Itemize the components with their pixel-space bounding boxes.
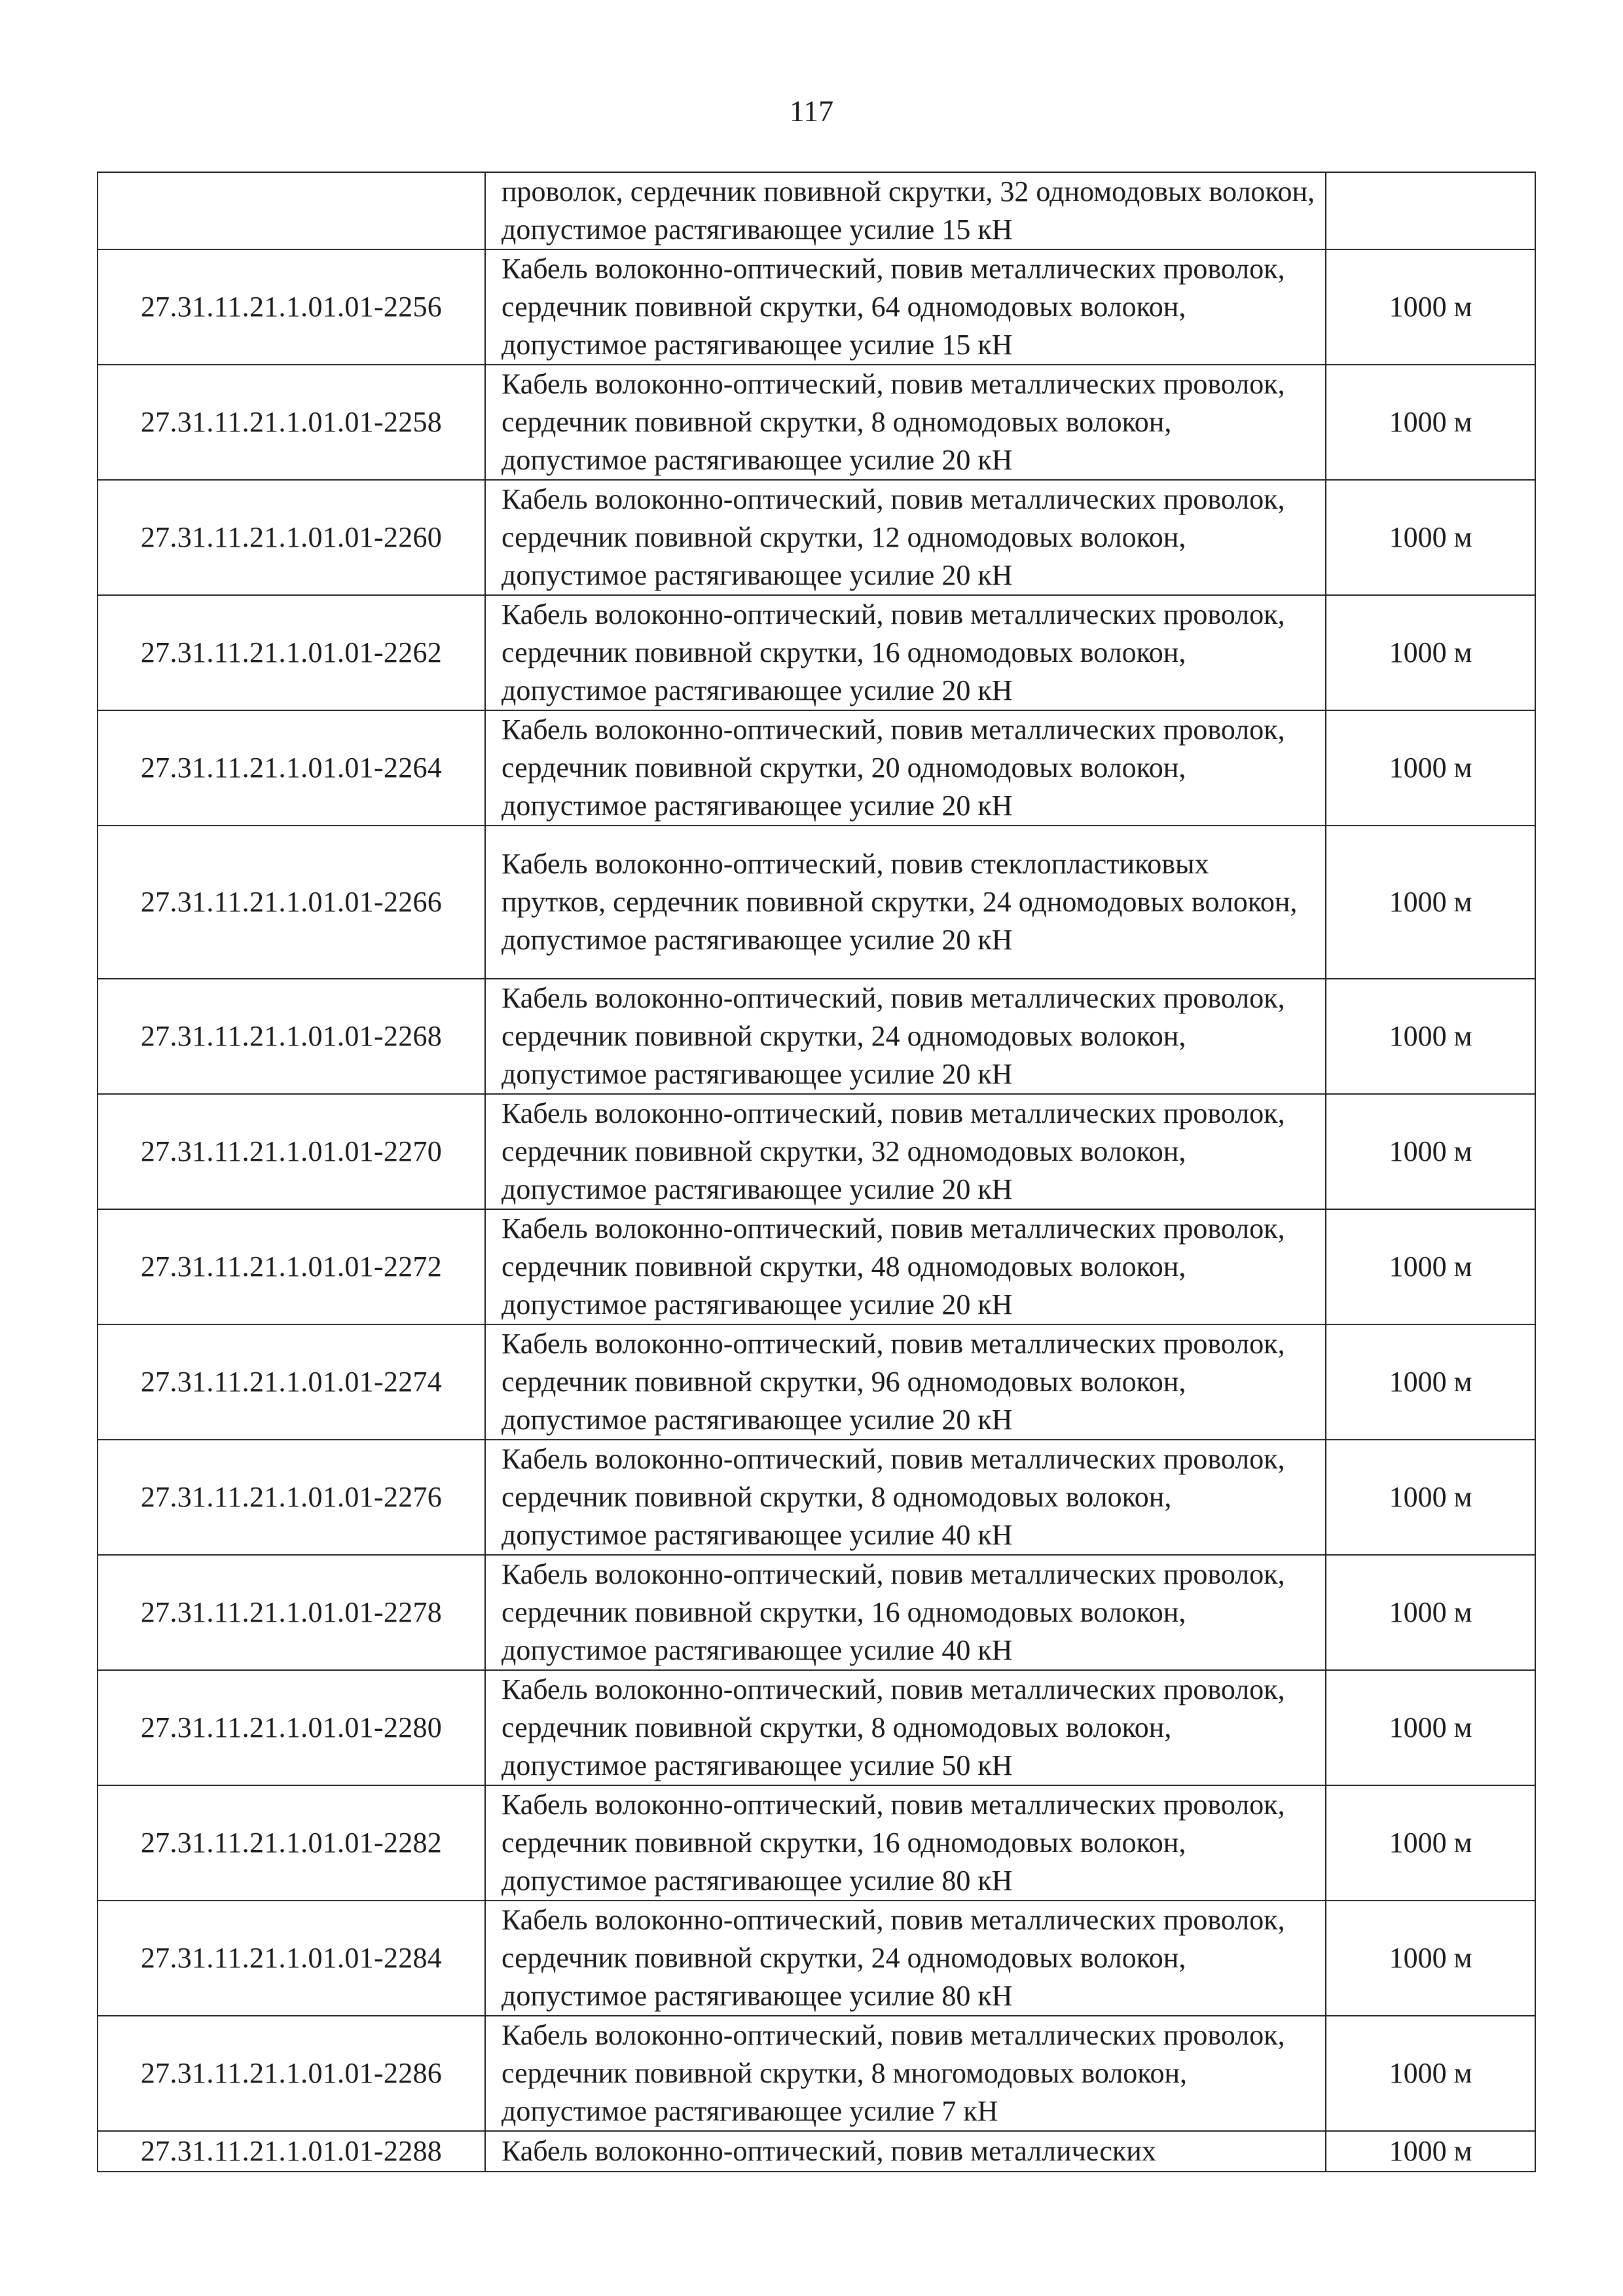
table-row: [98, 1785, 1535, 1901]
code-cell: 27.31.11.21.1.01.01-2284: [98, 1901, 485, 2016]
code-cell: 27.31.11.21.1.01.01-2270: [98, 1094, 485, 1209]
unit-cell: 1000 м: [1326, 2131, 1535, 2172]
code-cell: 27.31.11.21.1.01.01-2282: [98, 1785, 485, 1901]
unit-cell: 1000 м: [1326, 710, 1535, 826]
unit-cell: 1000 м: [1326, 826, 1535, 979]
table-row: [98, 172, 1535, 249]
unit-cell: 1000 м: [1326, 1209, 1535, 1324]
table-row: [98, 979, 1535, 1094]
description-cell: Кабель волоконно-оптический, повив стеклопластиковых прутков, сердечник повивной скрутки, 24 одномодовых волокон, допустимое растягивающее усилие 20 кН: [485, 826, 1326, 979]
code-cell: 27.31.11.21.1.01.01-2278: [98, 1555, 485, 1670]
table-row: [98, 1555, 1535, 1670]
code-cell: 27.31.11.21.1.01.01-2272: [98, 1209, 485, 1324]
table-row: [98, 2131, 1535, 2172]
code-cell: 27.31.11.21.1.01.01-2280: [98, 1670, 485, 1785]
unit-cell: 1000 м: [1326, 1094, 1535, 1209]
code-cell: 27.31.11.21.1.01.01-2260: [98, 480, 485, 595]
code-cell: 27.31.11.21.1.01.01-2256: [98, 249, 485, 365]
code-cell: 27.31.11.21.1.01.01-2258: [98, 365, 485, 480]
unit-cell: 1000 м: [1326, 1324, 1535, 1440]
unit-cell: 1000 м: [1326, 1555, 1535, 1670]
description-cell: Кабель волоконно-оптический, повив металлических проволок, сердечник повивной скрутки, 12 одномодовых волокон, допустимое растягивающее усилие 20 кН: [485, 480, 1326, 595]
unit-cell: 1000 м: [1326, 1670, 1535, 1785]
table-row: [98, 1440, 1535, 1555]
unit-cell: 1000 м: [1326, 1440, 1535, 1555]
unit-cell: 1000 м: [1326, 979, 1535, 1094]
description-cell: Кабель волоконно-оптический, повив металлических проволок, сердечник повивной скрутки, 20 одномодовых волокон, допустимое растягивающее усилие 20 кН: [485, 710, 1326, 826]
code-cell: 27.31.11.21.1.01.01-2286: [98, 2016, 485, 2131]
unit-cell: 1000 м: [1326, 1901, 1535, 2016]
resource-code-table: [97, 172, 1536, 2172]
code-cell: 27.31.11.21.1.01.01-2288: [98, 2131, 485, 2172]
description-cell: Кабель волоконно-оптический, повив металлических проволок, сердечник повивной скрутки, 16 одномодовых волокон, допустимое растягивающее усилие 80 кН: [485, 1785, 1326, 1901]
description-cell: Кабель волоконно-оптический, повив металлических проволок, сердечник повивной скрутки, 8 одномодовых волокон, допустимое растягивающее усилие 20 кН: [485, 365, 1326, 480]
code-cell: 27.31.11.21.1.01.01-2276: [98, 1440, 485, 1555]
description-cell: Кабель волоконно-оптический, повив металлических проволок, сердечник повивной скрутки, 8 одномодовых волокон, допустимое растягивающее усилие 50 кН: [485, 1670, 1326, 1785]
code-cell: 27.31.11.21.1.01.01-2274: [98, 1324, 485, 1440]
description-cell: проволок, сердечник повивной скрутки, 32 одномодовых волокон, допустимое растягивающее усилие 15 кН: [485, 172, 1326, 249]
description-cell: Кабель волоконно-оптический, повив металлических проволок, сердечник повивной скрутки, 48 одномодовых волокон, допустимое растягивающее усилие 20 кН: [485, 1209, 1326, 1324]
table-row: [98, 595, 1535, 710]
page-number: 117: [789, 94, 834, 128]
unit-cell: 1000 м: [1326, 2016, 1535, 2131]
description-cell: Кабель волоконно-оптический, повив металлических проволок, сердечник повивной скрутки, 32 одномодовых волокон, допустимое растягивающее усилие 20 кН: [485, 1094, 1326, 1209]
code-cell: 27.31.11.21.1.01.01-2268: [98, 979, 485, 1094]
description-cell: Кабель волоконно-оптический, повив металлических проволок, сердечник повивной скрутки, 24 одномодовых волокон, допустимое растягивающее усилие 20 кН: [485, 979, 1326, 1094]
table-row: [98, 826, 1535, 979]
unit-cell: 1000 м: [1326, 1785, 1535, 1901]
unit-cell: 1000 м: [1326, 249, 1535, 365]
description-cell: Кабель волоконно-оптический, повив металлических: [485, 2131, 1326, 2172]
description-cell: Кабель волоконно-оптический, повив металлических проволок, сердечник повивной скрутки, 96 одномодовых волокон, допустимое растягивающее усилие 20 кН: [485, 1324, 1326, 1440]
code-cell: 27.31.11.21.1.01.01-2262: [98, 595, 485, 710]
table-row: [98, 365, 1535, 480]
table-row: [98, 1901, 1535, 2016]
table-row: [98, 1324, 1535, 1440]
code-cell: 27.31.11.21.1.01.01-2266: [98, 826, 485, 979]
description-cell: Кабель волоконно-оптический, повив металлических проволок, сердечник повивной скрутки, 24 одномодовых волокон, допустимое растягивающее усилие 80 кН: [485, 1901, 1326, 2016]
unit-cell: [1326, 172, 1535, 249]
code-cell: 27.31.11.21.1.01.01-2264: [98, 710, 485, 826]
code-cell: [98, 172, 485, 249]
description-cell: Кабель волоконно-оптический, повив металлических проволок, сердечник повивной скрутки, 8 одномодовых волокон, допустимое растягивающее усилие 40 кН: [485, 1440, 1326, 1555]
description-cell: Кабель волоконно-оптический, повив металлических проволок, сердечник повивной скрутки, 8 многомодовых волокон, допустимое растягивающее усилие 7 кН: [485, 2016, 1326, 2131]
table-row: [98, 249, 1535, 365]
unit-cell: 1000 м: [1326, 365, 1535, 480]
table-row: [98, 2016, 1535, 2131]
unit-cell: 1000 м: [1326, 595, 1535, 710]
table-row: [98, 480, 1535, 595]
description-cell: Кабель волоконно-оптический, повив металлических проволок, сердечник повивной скрутки, 64 одномодовых волокон, допустимое растягивающее усилие 15 кН: [485, 249, 1326, 365]
table-row: [98, 710, 1535, 826]
table-row: [98, 1209, 1535, 1324]
description-cell: Кабель волоконно-оптический, повив металлических проволок, сердечник повивной скрутки, 16 одномодовых волокон, допустимое растягивающее усилие 20 кН: [485, 595, 1326, 710]
table-row: [98, 1670, 1535, 1785]
table-row: [98, 1094, 1535, 1209]
description-cell: Кабель волоконно-оптический, повив металлических проволок, сердечник повивной скрутки, 16 одномодовых волокон, допустимое растягивающее усилие 40 кН: [485, 1555, 1326, 1670]
unit-cell: 1000 м: [1326, 480, 1535, 595]
